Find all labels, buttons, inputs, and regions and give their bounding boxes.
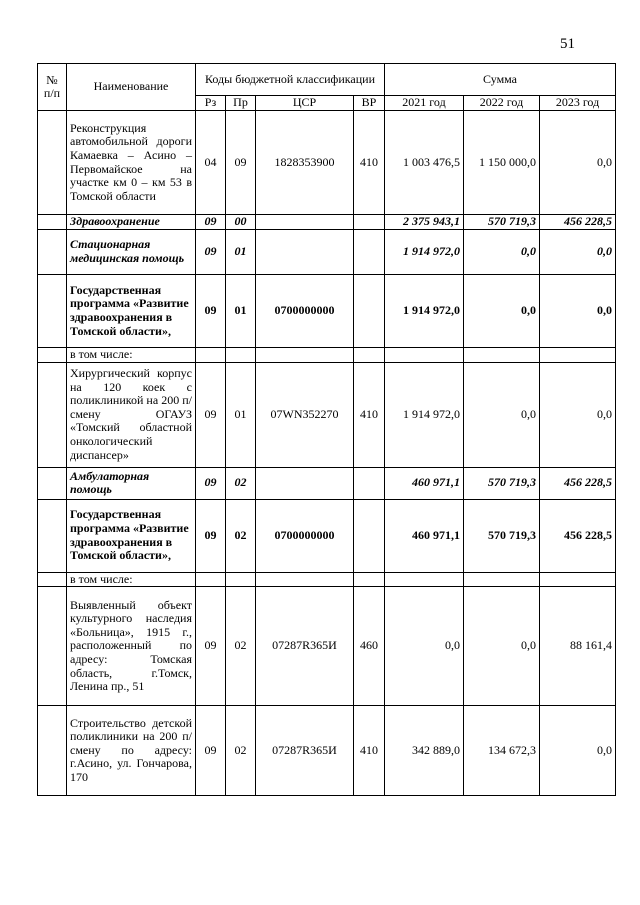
row-pr: 02 — [226, 706, 256, 796]
header-2023: 2023 год — [540, 96, 616, 111]
row-2022: 570 719,3 — [464, 499, 540, 572]
row-csr: 0700000000 — [256, 499, 354, 572]
row-vr — [354, 230, 385, 275]
row-rz: 09 — [196, 499, 226, 572]
row-2021: 1 914 972,0 — [385, 362, 464, 467]
row-num — [38, 275, 67, 348]
row-2023: 456 228,5 — [540, 467, 616, 499]
row-vr — [354, 467, 385, 499]
row-name: Строительство детской поликлиники на 200 п/смену по адресу: г.Асино, ул. Гончарова, 170 — [67, 706, 196, 796]
row-2022: 570 719,3 — [464, 215, 540, 230]
row-2023: 0,0 — [540, 706, 616, 796]
row-name: Выявленный объект культурного наследия «Больница», 1915 г., расположенный по адресу: Томская область, г.Томск, Ленина пр., 51 — [67, 587, 196, 706]
row-2022: 0,0 — [464, 587, 540, 706]
row-rz: 09 — [196, 362, 226, 467]
row-2021: 1 914 972,0 — [385, 275, 464, 348]
row-2021: 1 003 476,5 — [385, 111, 464, 215]
row-csr: 07287R365И — [256, 587, 354, 706]
header-2022: 2022 год — [464, 96, 540, 111]
row-2021 — [385, 572, 464, 587]
header-num: № п/п — [38, 64, 67, 111]
row-2021 — [385, 348, 464, 363]
row-num — [38, 587, 67, 706]
row-pr: 02 — [226, 587, 256, 706]
row-vr — [354, 348, 385, 363]
row-vr — [354, 215, 385, 230]
row-rz: 04 — [196, 111, 226, 215]
row-num — [38, 499, 67, 572]
row-num — [38, 572, 67, 587]
row-rz: 09 — [196, 230, 226, 275]
row-csr: 07287R365И — [256, 706, 354, 796]
row-2022: 134 672,3 — [464, 706, 540, 796]
row-csr: 07WN352270 — [256, 362, 354, 467]
row-2023: 0,0 — [540, 275, 616, 348]
row-num — [38, 215, 67, 230]
header-codes: Коды бюджетной классификации — [196, 64, 385, 96]
row-vr — [354, 572, 385, 587]
header-sum: Сумма — [385, 64, 616, 96]
table-row — [38, 348, 616, 363]
table-row — [38, 706, 616, 796]
row-2023: 0,0 — [540, 362, 616, 467]
table-row — [38, 275, 616, 348]
row-rz: 09 — [196, 275, 226, 348]
header-rz: Рз — [196, 96, 226, 111]
row-csr — [256, 230, 354, 275]
row-2021: 342 889,0 — [385, 706, 464, 796]
row-pr: 01 — [226, 230, 256, 275]
row-2023: 456 228,5 — [540, 215, 616, 230]
row-vr — [354, 275, 385, 348]
row-2021: 0,0 — [385, 587, 464, 706]
row-name: Здравоохранение — [67, 215, 196, 230]
row-2023: 88 161,4 — [540, 587, 616, 706]
page-number: 51 — [560, 36, 575, 52]
table-row — [38, 587, 616, 706]
row-2022: 0,0 — [464, 275, 540, 348]
row-2021: 1 914 972,0 — [385, 230, 464, 275]
row-rz: 09 — [196, 706, 226, 796]
row-num — [38, 111, 67, 215]
row-csr: 1828353900 — [256, 111, 354, 215]
row-2021: 460 971,1 — [385, 499, 464, 572]
row-2023 — [540, 348, 616, 363]
row-pr: 01 — [226, 362, 256, 467]
row-pr — [226, 348, 256, 363]
header-2021: 2021 год — [385, 96, 464, 111]
row-2022: 570 719,3 — [464, 467, 540, 499]
row-rz: 09 — [196, 587, 226, 706]
header-pr: Пр — [226, 96, 256, 111]
row-vr: 460 — [354, 587, 385, 706]
row-csr — [256, 348, 354, 363]
row-name: Амбулаторная помощь — [67, 467, 196, 499]
row-name: в том числе: — [67, 572, 196, 587]
row-2022: 0,0 — [464, 362, 540, 467]
row-name: Государственная программа «Развитие здравоохранения в Томской области», — [67, 275, 196, 348]
row-pr: 02 — [226, 467, 256, 499]
row-2022 — [464, 572, 540, 587]
table-row — [38, 362, 616, 467]
row-2023: 0,0 — [540, 111, 616, 215]
row-csr: 0700000000 — [256, 275, 354, 348]
table-row — [38, 572, 616, 587]
row-csr — [256, 215, 354, 230]
table-row — [38, 215, 616, 230]
row-vr: 410 — [354, 111, 385, 215]
row-rz: 09 — [196, 215, 226, 230]
row-pr: 01 — [226, 275, 256, 348]
row-pr: 02 — [226, 499, 256, 572]
row-2022: 1 150 000,0 — [464, 111, 540, 215]
row-2023: 0,0 — [540, 230, 616, 275]
header-csr: ЦСР — [256, 96, 354, 111]
row-pr: 09 — [226, 111, 256, 215]
row-vr: 410 — [354, 706, 385, 796]
row-vr: 410 — [354, 362, 385, 467]
row-name: Хирургический корпус на 120 коек с поликлиникой на 200 п/смену ОГАУЗ «Томский областной онкологический диспансер» — [67, 362, 196, 467]
row-pr: 00 — [226, 215, 256, 230]
row-2022 — [464, 348, 540, 363]
row-name: Реконструкция автомобильной дороги Камаевка – Асино – Первомайское на участке км 0 – км 53 в Томской области — [67, 111, 196, 215]
header-vr: ВР — [354, 96, 385, 111]
table-row — [38, 111, 616, 215]
row-csr — [256, 572, 354, 587]
row-2021: 460 971,1 — [385, 467, 464, 499]
row-2021: 2 375 943,1 — [385, 215, 464, 230]
row-2022: 0,0 — [464, 230, 540, 275]
row-num — [38, 230, 67, 275]
row-num — [38, 467, 67, 499]
row-num — [38, 348, 67, 363]
row-num — [38, 362, 67, 467]
row-csr — [256, 467, 354, 499]
row-vr — [354, 499, 385, 572]
table-row — [38, 499, 616, 572]
row-2023: 456 228,5 — [540, 499, 616, 572]
row-2023 — [540, 572, 616, 587]
row-rz — [196, 572, 226, 587]
table-row — [38, 467, 616, 499]
row-name: в том числе: — [67, 348, 196, 363]
table-row — [38, 230, 616, 275]
row-pr — [226, 572, 256, 587]
row-rz — [196, 348, 226, 363]
row-name: Государственная программа «Развитие здравоохранения в Томской области», — [67, 499, 196, 572]
header-name: Наименование — [67, 64, 196, 111]
row-name: Стационарная медицинская помощь — [67, 230, 196, 275]
row-num — [38, 706, 67, 796]
budget-table — [37, 63, 616, 796]
row-rz: 09 — [196, 467, 226, 499]
